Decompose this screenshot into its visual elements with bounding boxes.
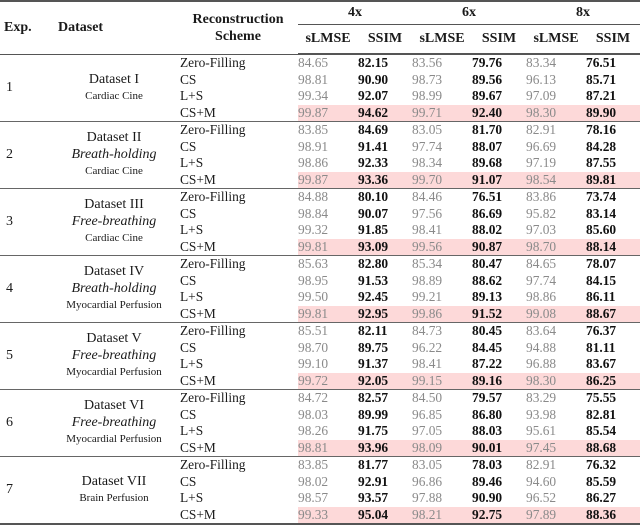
slmse-value: 84.73 xyxy=(412,323,443,338)
dataset-cell xyxy=(50,457,178,525)
ssim-value: 81.11 xyxy=(586,339,616,355)
table-row xyxy=(0,122,640,139)
ssim-value: 82.80 xyxy=(358,256,389,271)
slmse-value: 94.88 xyxy=(526,339,557,355)
slmse-value: 97.19 xyxy=(526,155,557,170)
dataset-type: Myocardial Perfusion xyxy=(66,433,162,446)
ssim-value: 84.45 xyxy=(472,339,503,355)
scheme-label: CS+M xyxy=(178,172,298,189)
slmse-value: 94.60 xyxy=(526,473,557,489)
ssim-value: 82.57 xyxy=(358,390,389,405)
slmse-value: 98.34 xyxy=(412,155,443,170)
scheme-label: L+S xyxy=(180,88,204,103)
ssim-value: 86.25 xyxy=(586,373,640,390)
scheme-label: Zero-Filling xyxy=(180,390,246,405)
slmse-value: 98.84 xyxy=(298,205,329,221)
ssim-value: 85.60 xyxy=(586,222,617,237)
dataset-cell xyxy=(50,323,178,390)
slmse-value: 84.88 xyxy=(298,189,329,204)
dataset-mode: Breath-holding xyxy=(71,146,157,162)
ssim-value: 89.46 xyxy=(472,473,503,489)
ssim-value: 95.04 xyxy=(358,507,412,525)
dataset-mode: Free-breathing xyxy=(71,213,157,229)
ssim-value: 92.07 xyxy=(358,88,389,103)
ssim-value: 88.62 xyxy=(472,272,503,288)
dataset-type: Cardiac Cine xyxy=(85,90,143,102)
dataset-name: Dataset VI xyxy=(84,398,144,414)
ssim-value: 78.16 xyxy=(586,122,617,137)
ssim-value: 76.51 xyxy=(472,189,503,204)
slmse-value: 85.63 xyxy=(298,256,329,271)
header-metric-ssim: SSIM xyxy=(586,25,640,54)
ssim-value: 79.76 xyxy=(472,55,503,70)
header-scheme-line1: Reconstruction xyxy=(192,11,284,27)
ssim-value: 88.03 xyxy=(472,423,503,438)
header-metric-ssim: SSIM xyxy=(358,25,412,54)
ssim-value: 88.68 xyxy=(586,440,640,457)
ssim-value: 91.85 xyxy=(358,222,389,237)
ssim-value: 93.57 xyxy=(358,490,389,505)
ssim-value: 82.15 xyxy=(358,55,389,70)
ssim-value: 84.28 xyxy=(586,138,617,154)
ssim-value: 87.22 xyxy=(472,356,503,371)
ssim-value: 76.51 xyxy=(586,55,617,70)
ssim-value: 89.13 xyxy=(472,289,503,304)
scheme-label: L+S xyxy=(180,356,204,371)
slmse-value: 97.03 xyxy=(526,222,557,237)
exp-number: 3 xyxy=(0,189,50,256)
header-group-4x: 4x xyxy=(298,1,412,25)
slmse-value: 97.74 xyxy=(526,272,557,288)
ssim-value: 90.87 xyxy=(472,239,526,256)
ssim-value: 82.11 xyxy=(358,323,388,338)
header-metric-slmse: sLMSE xyxy=(412,25,472,54)
scheme-label: L+S xyxy=(180,222,204,237)
ssim-value: 90.90 xyxy=(358,71,389,87)
ssim-value: 78.03 xyxy=(472,457,503,472)
ssim-value: 89.68 xyxy=(472,155,503,170)
ssim-value: 87.21 xyxy=(586,88,617,103)
slmse-value: 98.86 xyxy=(526,289,557,304)
scheme-label: Zero-Filling xyxy=(180,457,246,472)
slmse-value: 98.89 xyxy=(412,272,443,288)
scheme-label: CS+M xyxy=(178,239,298,256)
ssim-value: 92.45 xyxy=(358,289,389,304)
ssim-value: 92.91 xyxy=(358,473,389,489)
slmse-value: 97.45 xyxy=(526,440,586,457)
slmse-value: 98.03 xyxy=(298,406,329,422)
slmse-value: 83.05 xyxy=(412,457,443,472)
slmse-value: 98.30 xyxy=(526,105,586,122)
dataset-name: Dataset V xyxy=(86,331,142,347)
ssim-value: 93.36 xyxy=(358,172,412,189)
dataset-type: Myocardial Perfusion xyxy=(66,366,162,379)
ssim-value: 86.11 xyxy=(586,289,616,304)
dataset-mode: Breath-holding xyxy=(71,280,157,296)
header-metric-ssim: SSIM xyxy=(472,25,526,54)
slmse-value: 98.57 xyxy=(298,490,329,505)
ssim-value: 85.71 xyxy=(586,71,617,87)
ssim-value: 91.37 xyxy=(358,356,389,371)
ssim-value: 91.53 xyxy=(358,272,389,288)
slmse-value: 83.86 xyxy=(526,189,557,204)
slmse-value: 85.34 xyxy=(412,256,443,271)
exp-number: 4 xyxy=(0,256,50,323)
slmse-value: 99.70 xyxy=(412,172,472,189)
slmse-value: 82.91 xyxy=(526,457,557,472)
scheme-label: Zero-Filling xyxy=(180,189,246,204)
slmse-value: 99.87 xyxy=(298,105,358,122)
scheme-label: L+S xyxy=(180,490,204,505)
scheme-label: CS xyxy=(180,71,197,87)
scheme-label: L+S xyxy=(180,155,204,170)
ssim-value: 89.81 xyxy=(586,172,640,189)
slmse-value: 83.05 xyxy=(412,122,443,137)
slmse-value: 96.52 xyxy=(526,490,557,505)
slmse-value: 99.72 xyxy=(298,373,358,390)
ssim-value: 80.10 xyxy=(358,189,389,204)
slmse-value: 99.33 xyxy=(298,507,358,525)
ssim-value: 91.75 xyxy=(358,423,389,438)
ssim-value: 83.67 xyxy=(586,356,617,371)
dataset-type: Cardiac Cine xyxy=(85,165,143,178)
slmse-value: 98.81 xyxy=(298,71,329,87)
header-exp: Exp. xyxy=(4,19,32,35)
ssim-value: 86.69 xyxy=(472,205,503,221)
slmse-value: 98.81 xyxy=(298,440,358,457)
slmse-value: 85.51 xyxy=(298,323,329,338)
header-scheme-line2: Scheme xyxy=(215,28,261,44)
slmse-value: 98.41 xyxy=(412,222,443,237)
slmse-value: 99.15 xyxy=(412,373,472,390)
ssim-value: 89.67 xyxy=(472,88,503,103)
slmse-value: 96.13 xyxy=(526,71,557,87)
slmse-value: 99.81 xyxy=(298,306,358,323)
table-row xyxy=(0,256,640,273)
slmse-value: 98.09 xyxy=(412,440,472,457)
slmse-value: 98.41 xyxy=(412,356,443,371)
dataset-type: Myocardial Perfusion xyxy=(66,299,162,312)
slmse-value: 96.22 xyxy=(412,339,443,355)
table-row xyxy=(0,323,640,340)
ssim-value: 88.36 xyxy=(586,507,640,525)
header-metric-slmse: sLMSE xyxy=(526,25,586,54)
ssim-value: 83.14 xyxy=(586,205,617,221)
slmse-value: 96.69 xyxy=(526,138,557,154)
header-metric-slmse: sLMSE xyxy=(298,25,358,54)
ssim-value: 88.67 xyxy=(586,306,640,323)
dataset-name: Dataset III xyxy=(84,197,144,213)
scheme-label: CS+M xyxy=(178,507,298,525)
scheme-label: CS xyxy=(180,473,197,489)
ssim-value: 80.45 xyxy=(472,323,503,338)
scheme-label: Zero-Filling xyxy=(180,122,246,137)
slmse-value: 99.71 xyxy=(412,105,472,122)
ssim-value: 92.33 xyxy=(358,155,389,170)
scheme-label: CS xyxy=(180,272,197,288)
ssim-value: 88.02 xyxy=(472,222,503,237)
ssim-value: 89.16 xyxy=(472,373,526,390)
dataset-name: Dataset II xyxy=(86,130,142,146)
ssim-value: 93.09 xyxy=(358,239,412,256)
scheme-label: CS xyxy=(180,138,197,154)
ssim-value: 89.75 xyxy=(358,339,389,355)
ssim-value: 73.74 xyxy=(586,189,617,204)
slmse-value: 83.29 xyxy=(526,390,557,405)
slmse-value: 99.32 xyxy=(298,222,329,237)
slmse-value: 95.82 xyxy=(526,205,557,221)
table-row xyxy=(0,189,640,206)
scheme-label: CS+M xyxy=(178,105,298,122)
slmse-value: 83.56 xyxy=(412,55,443,70)
slmse-value: 84.50 xyxy=(412,390,443,405)
slmse-value: 84.65 xyxy=(298,55,329,70)
dataset-cell xyxy=(50,122,178,189)
ssim-value: 91.52 xyxy=(472,306,526,323)
ssim-value: 84.15 xyxy=(586,272,617,288)
table-header xyxy=(0,1,640,55)
table-body xyxy=(0,55,640,525)
ssim-value: 79.57 xyxy=(472,390,503,405)
dataset-type: Brain Perfusion xyxy=(79,492,149,504)
slmse-value: 99.81 xyxy=(298,239,358,256)
ssim-value: 76.37 xyxy=(586,323,617,338)
slmse-value: 96.86 xyxy=(412,473,443,489)
scheme-label: CS+M xyxy=(178,440,298,457)
ssim-value: 85.59 xyxy=(586,473,617,489)
ssim-value: 87.55 xyxy=(586,155,617,170)
slmse-value: 84.72 xyxy=(298,390,329,405)
ssim-value: 88.14 xyxy=(586,239,640,256)
slmse-value: 98.95 xyxy=(298,272,329,288)
ssim-value: 89.90 xyxy=(586,105,640,122)
scheme-label: CS xyxy=(180,339,197,355)
exp-number: 1 xyxy=(0,55,50,122)
header-group-8x: 8x xyxy=(526,1,640,25)
slmse-value: 82.91 xyxy=(526,122,557,137)
scheme-label: L+S xyxy=(180,289,204,304)
ssim-value: 92.75 xyxy=(472,507,526,525)
slmse-value: 97.74 xyxy=(412,138,443,154)
slmse-value: 95.61 xyxy=(526,423,557,438)
ssim-value: 91.07 xyxy=(472,172,526,189)
ssim-value: 75.55 xyxy=(586,390,617,405)
slmse-value: 97.89 xyxy=(526,507,586,525)
ssim-value: 88.07 xyxy=(472,138,503,154)
ssim-value: 92.95 xyxy=(358,306,412,323)
ssim-value: 86.80 xyxy=(472,406,503,422)
slmse-value: 98.91 xyxy=(298,138,329,154)
slmse-value: 83.85 xyxy=(298,457,329,472)
slmse-value: 83.85 xyxy=(298,122,329,137)
dataset-mode: Free-breathing xyxy=(71,347,157,363)
dataset-cell xyxy=(50,390,178,457)
dataset-cell xyxy=(50,189,178,256)
ssim-value: 91.41 xyxy=(358,138,389,154)
header-group-6x: 6x xyxy=(412,1,526,25)
slmse-value: 99.21 xyxy=(412,289,443,304)
slmse-value: 98.70 xyxy=(526,239,586,256)
slmse-value: 97.05 xyxy=(412,423,443,438)
slmse-value: 96.85 xyxy=(412,406,443,422)
slmse-value: 99.10 xyxy=(298,356,329,371)
dataset-name: Dataset IV xyxy=(83,264,145,280)
header-dataset: Dataset xyxy=(58,19,104,35)
scheme-label: Zero-Filling xyxy=(180,256,246,271)
table-row xyxy=(0,390,640,407)
slmse-value: 98.30 xyxy=(526,373,586,390)
scheme-label: CS+M xyxy=(178,306,298,323)
slmse-value: 99.86 xyxy=(412,306,472,323)
slmse-value: 99.34 xyxy=(298,88,329,103)
slmse-value: 99.56 xyxy=(412,239,472,256)
ssim-value: 92.05 xyxy=(358,373,412,390)
slmse-value: 98.02 xyxy=(298,473,329,489)
slmse-value: 96.88 xyxy=(526,356,557,371)
slmse-value: 98.21 xyxy=(412,507,472,525)
scheme-label: L+S xyxy=(180,423,204,438)
ssim-value: 86.27 xyxy=(586,490,617,505)
table-row xyxy=(0,457,640,474)
ssim-value: 90.01 xyxy=(472,440,526,457)
dataset-cell xyxy=(50,55,178,122)
ssim-value: 81.70 xyxy=(472,122,503,137)
ssim-value: 81.77 xyxy=(358,457,389,472)
ssim-value: 89.99 xyxy=(358,406,389,422)
ssim-value: 80.47 xyxy=(472,256,503,271)
slmse-value: 99.08 xyxy=(526,306,586,323)
dataset-mode: Free-breathing xyxy=(71,414,157,430)
slmse-value: 97.09 xyxy=(526,88,557,103)
ssim-value: 78.07 xyxy=(586,256,617,271)
dataset-type: Cardiac Cine xyxy=(85,232,143,245)
ssim-value: 89.56 xyxy=(472,71,503,87)
slmse-value: 98.26 xyxy=(298,423,329,438)
ssim-value: 85.54 xyxy=(586,423,617,438)
slmse-value: 99.87 xyxy=(298,172,358,189)
slmse-value: 98.54 xyxy=(526,172,586,189)
dataset-name: Dataset I xyxy=(88,71,140,87)
header-scheme xyxy=(178,1,298,54)
ssim-value: 76.32 xyxy=(586,457,617,472)
slmse-value: 97.88 xyxy=(412,490,443,505)
slmse-value: 83.34 xyxy=(526,55,557,70)
scheme-label: CS+M xyxy=(178,373,298,390)
ssim-value: 90.90 xyxy=(472,490,503,505)
dataset-name: Dataset VII xyxy=(81,473,147,489)
ssim-value: 82.81 xyxy=(586,406,617,422)
slmse-value: 98.99 xyxy=(412,88,443,103)
slmse-value: 84.65 xyxy=(526,256,557,271)
slmse-value: 93.98 xyxy=(526,406,557,422)
dataset-cell xyxy=(50,256,178,323)
ssim-value: 94.62 xyxy=(358,105,412,122)
ssim-value: 90.07 xyxy=(358,205,389,221)
exp-number: 2 xyxy=(0,122,50,189)
exp-number: 5 xyxy=(0,323,50,390)
table-row xyxy=(0,55,640,72)
ssim-value: 92.40 xyxy=(472,105,526,122)
slmse-value: 99.50 xyxy=(298,289,329,304)
exp-number: 6 xyxy=(0,390,50,457)
exp-number: 7 xyxy=(0,457,50,525)
slmse-value: 98.70 xyxy=(298,339,329,355)
slmse-value: 97.56 xyxy=(412,205,443,221)
ssim-value: 84.69 xyxy=(358,122,389,137)
scheme-label: CS xyxy=(180,406,197,422)
slmse-value: 83.64 xyxy=(526,323,557,338)
slmse-value: 98.86 xyxy=(298,155,329,170)
slmse-value: 98.73 xyxy=(412,71,443,87)
scheme-label: Zero-Filling xyxy=(180,323,246,338)
scheme-label: Zero-Filling xyxy=(180,55,246,70)
slmse-value: 84.46 xyxy=(412,189,443,204)
ssim-value: 93.96 xyxy=(358,440,412,457)
scheme-label: CS xyxy=(180,205,197,221)
